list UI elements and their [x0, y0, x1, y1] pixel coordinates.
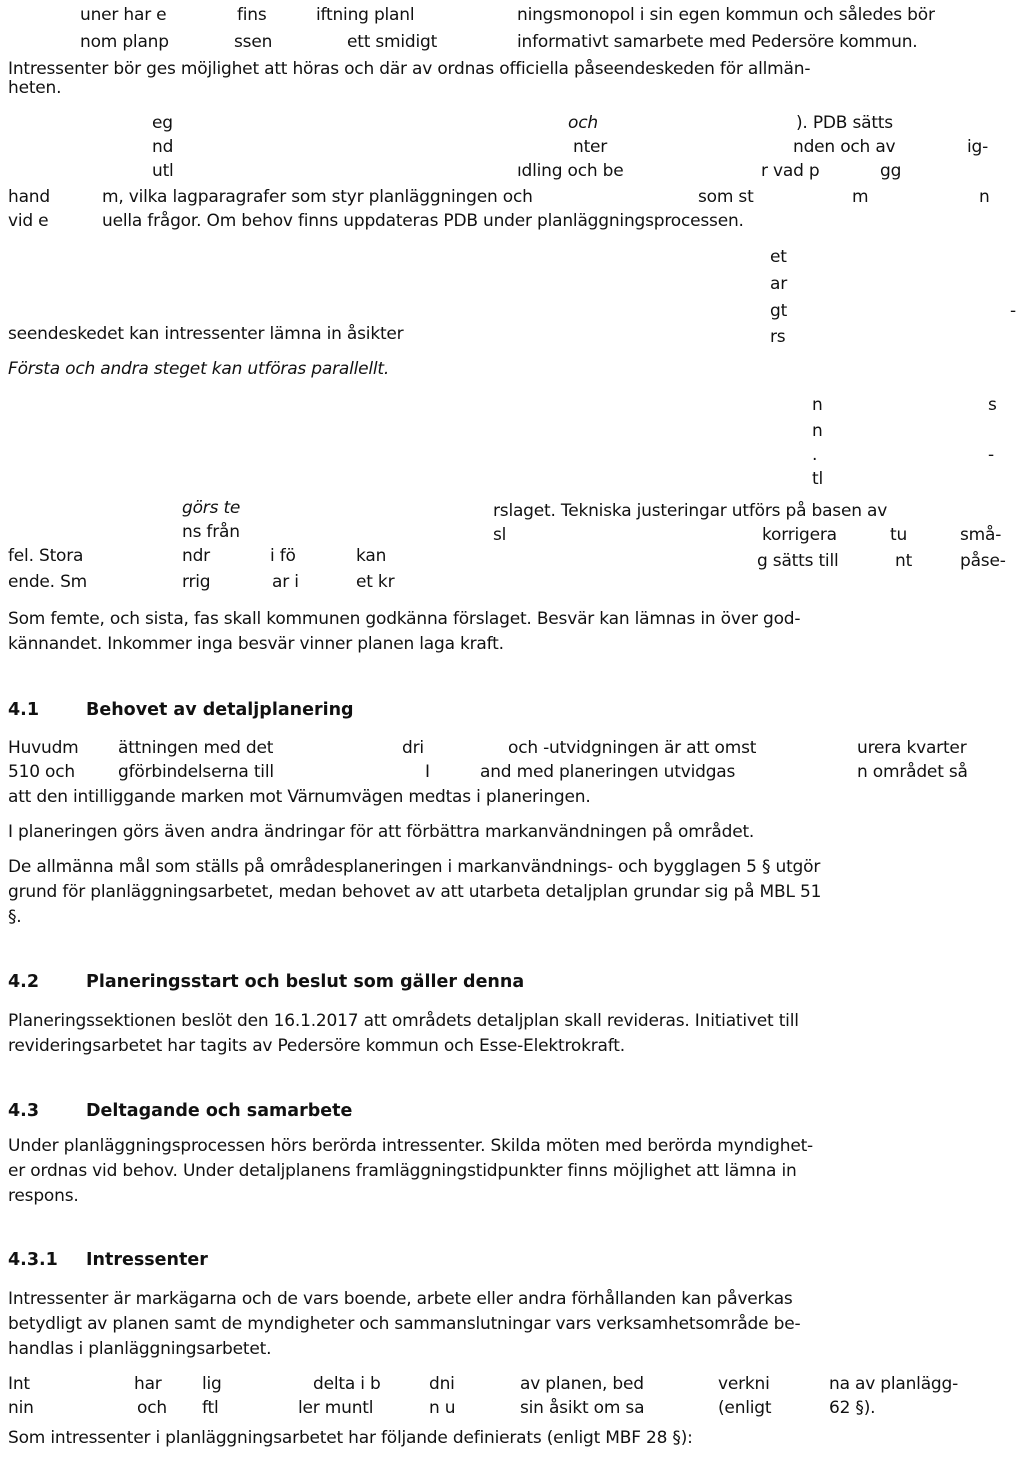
section-heading-4-2 — [8, 971, 524, 993]
section-title: Planeringsstart och beslut som gäller denna — [86, 972, 525, 992]
text-fragment: ningsmonopol i sin egen kommun och således bör — [517, 5, 935, 25]
body-line: heten. — [8, 78, 62, 98]
text-fragment: hand — [8, 187, 50, 207]
section-number: 4.1 — [8, 700, 40, 720]
text-fragment: iftning planl — [316, 5, 415, 25]
text-fragment: et kr — [356, 572, 395, 592]
body-line: Som femte, och sista, fas skall kommunen godkänna förslaget. Besvär kan lämnas in över god- — [8, 609, 801, 629]
text-fragment: m — [852, 187, 869, 207]
text-fragment: i fö — [270, 546, 296, 566]
body-line: betydligt av planen samt de myndigheter och sammanslutningar vars verksamhetsområde be- — [8, 1314, 801, 1334]
body-line: Som intressenter i planläggningsarbetet har följande definierats (enligt MBF 28 §): — [8, 1428, 693, 1448]
text-fragment: ndr — [182, 546, 210, 566]
text-fragment: sl — [493, 525, 507, 545]
text-fragment: ler muntl — [298, 1398, 374, 1418]
body-line: grund för planläggningsarbetet, medan behovet av att utarbeta detaljplan grundar sig på MBL 51 — [8, 882, 822, 902]
text-fragment: som st — [698, 187, 754, 207]
text-fragment: och — [137, 1398, 167, 1418]
text-fragment: 510 och — [8, 762, 75, 782]
text-fragment: n — [979, 187, 990, 207]
text-fragment: lig — [202, 1374, 222, 1394]
body-line: Intressenter är markägarna och de vars boende, arbete eller andra förhållanden kan påverkas — [8, 1289, 793, 1309]
text-fragment: dri — [402, 738, 424, 758]
text-fragment: - — [1010, 301, 1016, 321]
section-title: Behovet av detaljplanering — [86, 700, 354, 720]
text-fragment: r vad p — [761, 161, 820, 181]
body-line: I planeringen görs även andra ändringar för att förbättra markanvändningen på området. — [8, 822, 755, 842]
section-number: 4.3 — [8, 1101, 40, 1121]
section-heading-4-3 — [8, 1100, 352, 1122]
section-heading-4-3-1 — [8, 1249, 208, 1271]
text-fragment: rs — [770, 327, 786, 347]
text-fragment: ar i — [272, 572, 299, 592]
text-fragment: nden och av — [793, 137, 896, 157]
text-fragment: seendeskedet kan intressenter lämna in åsikter — [8, 324, 404, 344]
text-fragment: nom planp — [80, 32, 169, 52]
text-fragment: nter — [573, 137, 608, 157]
body-line: Intressenter bör ges möjlighet att höras och där av ordnas officiella påseendeskeden för allmän- — [8, 59, 811, 79]
text-fragment: n — [812, 395, 823, 415]
text-fragment: ättningen med det — [118, 738, 274, 758]
text-fragment: 62 §). — [829, 1398, 876, 1418]
text-fragment: informativt samarbete med Pedersöre kommun. — [517, 32, 918, 52]
text-fragment: (enligt — [718, 1398, 772, 1418]
body-line: revideringsarbetet har tagits av Pedersöre kommun och Esse-Elektrokraft. — [8, 1036, 625, 1056]
text-fragment: kan — [356, 546, 387, 566]
text-fragment: ende. Sm — [8, 572, 88, 592]
text-fragment: fel. Stora — [8, 546, 84, 566]
body-line: kännandet. Inkommer inga besvär vinner planen laga kraft. — [8, 634, 504, 654]
text-fragment: ftl — [202, 1398, 219, 1418]
text-fragment: Int — [8, 1374, 30, 1394]
text-fragment: ar — [770, 274, 788, 294]
text-fragment: delta i b — [313, 1374, 381, 1394]
text-fragment: and med planeringen utvidgas — [480, 762, 736, 782]
section-title: Deltagande och samarbete — [86, 1101, 353, 1121]
body-line: respons. — [8, 1186, 79, 1206]
text-fragment: n området så — [857, 762, 968, 782]
text-fragment: nt — [895, 551, 913, 571]
text-fragment: ns från — [182, 522, 240, 542]
body-line: Planeringssektionen beslöt den 16.1.2017 att områdets detaljplan skall revideras. Initiativet till — [8, 1011, 799, 1031]
text-fragment: Huvudm — [8, 738, 79, 758]
body-line: De allmänna mål som ställs på områdesplaneringen i markanvändnings- och bygglagen 5 § utgör — [8, 857, 821, 877]
text-fragment: . — [812, 445, 818, 465]
text-fragment: eg — [152, 113, 173, 133]
text-fragment: I — [425, 762, 430, 782]
text-fragment: s — [988, 395, 997, 415]
text-fragment: tu — [890, 525, 908, 545]
body-line: Första och andra steget kan utföras parallellt. — [8, 359, 390, 379]
text-fragment: och — [568, 113, 598, 133]
body-line: handlas i planläggningsarbetet. — [8, 1339, 272, 1359]
body-line: att den intilliggande marken mot Värnumvägen medtas i planeringen. — [8, 787, 591, 807]
text-fragment: vid e — [8, 211, 49, 231]
text-fragment: et — [770, 247, 787, 267]
section-heading-4-1 — [8, 699, 354, 721]
text-fragment: görs te — [182, 498, 241, 518]
text-fragment: fins — [237, 5, 267, 25]
text-fragment: rrig — [182, 572, 211, 592]
text-fragment: n u — [429, 1398, 456, 1418]
section-title: Intressenter — [86, 1250, 208, 1270]
text-fragment: av planen, bed — [520, 1374, 644, 1394]
text-fragment: uella frågor. Om behov finns uppdateras PDB under planläggningsprocessen. — [102, 211, 744, 231]
text-fragment: tl — [812, 469, 823, 489]
section-number: 4.2 — [8, 972, 40, 992]
text-fragment: urera kvarter — [857, 738, 967, 758]
text-fragment: har — [134, 1374, 162, 1394]
text-fragment: sin åsikt om sa — [520, 1398, 645, 1418]
text-fragment: g sätts till — [757, 551, 839, 571]
text-fragment: ig- — [967, 137, 989, 157]
text-fragment: utl — [152, 161, 174, 181]
text-fragment: och -utvidgningen är att omst — [508, 738, 757, 758]
text-fragment: nin — [8, 1398, 34, 1418]
text-fragment: gt — [770, 301, 788, 321]
text-fragment: rslaget. Tekniska justeringar utförs på basen av — [493, 501, 888, 521]
text-fragment: ett smidigt — [347, 32, 438, 52]
text-fragment: na av planlägg- — [829, 1374, 959, 1394]
text-fragment: gförbindelserna till — [118, 762, 274, 782]
text-fragment: m, vilka lagparagrafer som styr planläggningen och — [102, 187, 533, 207]
body-line: §. — [8, 907, 22, 927]
text-fragment: ). PDB sätts — [796, 113, 893, 133]
body-line: Under planläggningsprocessen hörs berörda intressenter. Skilda möten med berörda myndighet- — [8, 1136, 813, 1156]
text-fragment: verkni — [718, 1374, 770, 1394]
text-fragment: ssen — [234, 32, 273, 52]
text-fragment: n — [812, 421, 823, 441]
text-fragment: påse- — [960, 551, 1006, 571]
text-fragment: gg — [880, 161, 902, 181]
text-fragment: korrigera — [762, 525, 837, 545]
text-fragment: små- — [960, 525, 1002, 545]
section-number: 4.3.1 — [8, 1250, 58, 1270]
text-fragment: ıdling och be — [517, 161, 624, 181]
body-line: er ordnas vid behov. Under detaljplanens framläggningstidpunkter finns möjlighet att lämna in — [8, 1161, 797, 1181]
text-fragment: - — [988, 445, 994, 465]
text-fragment: uner har e — [80, 5, 167, 25]
text-fragment: nd — [152, 137, 174, 157]
text-fragment: dni — [429, 1374, 455, 1394]
